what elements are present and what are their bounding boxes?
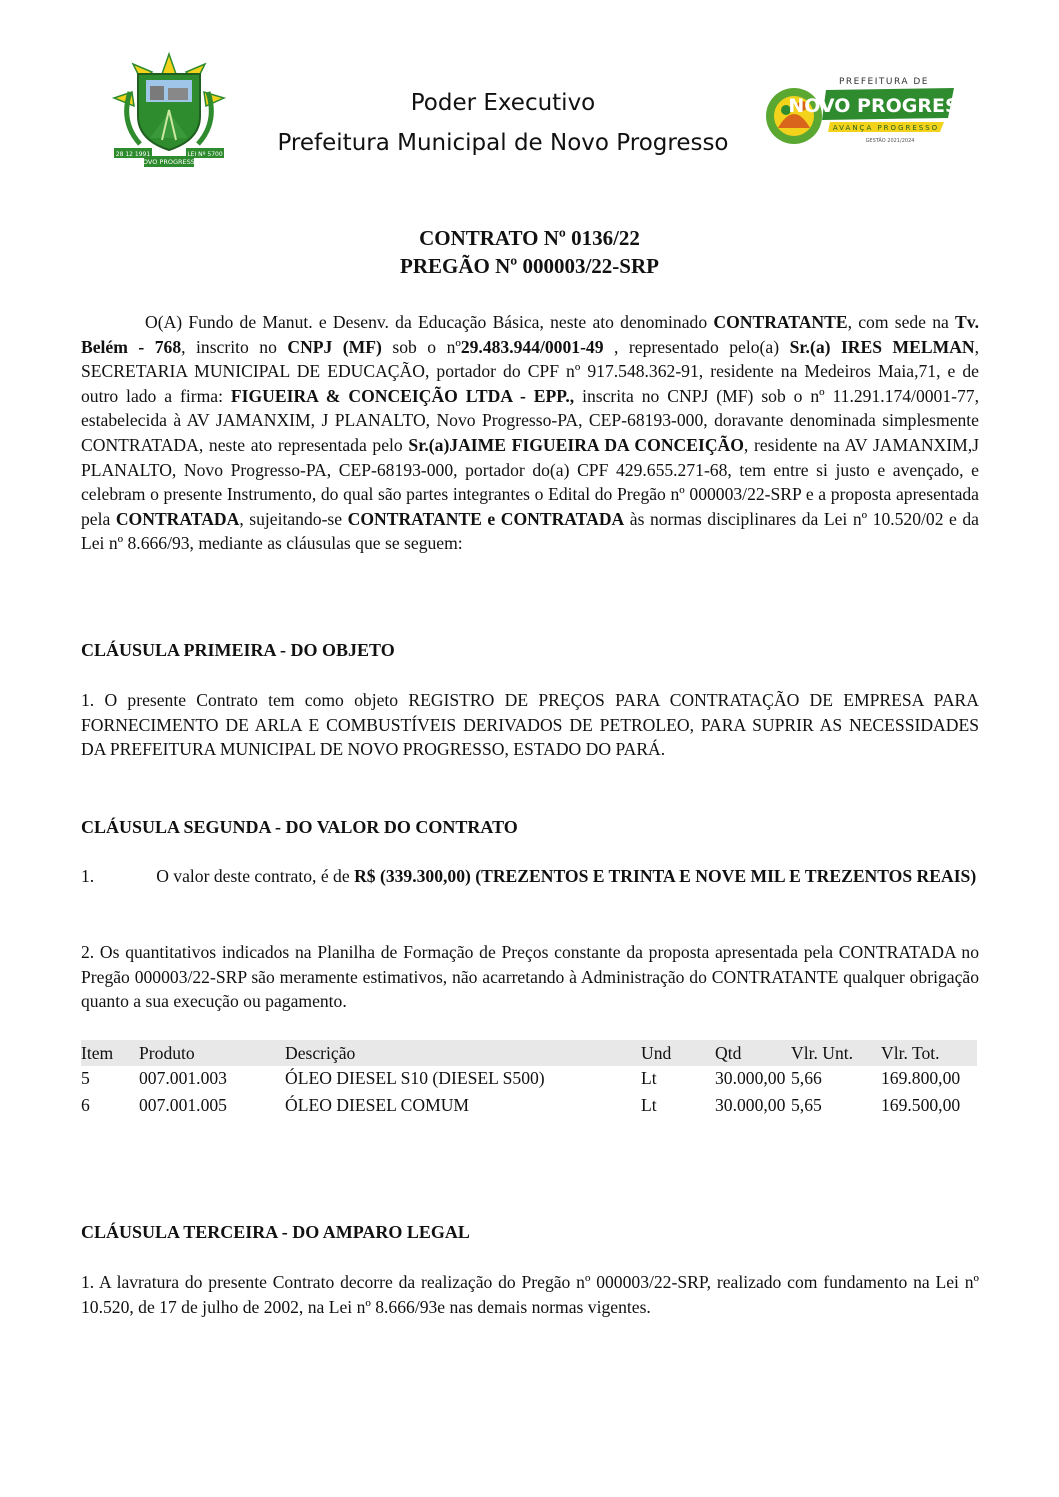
prefeitura-logo-icon	[764, 70, 988, 154]
cell-unit-price: 5,65	[791, 1095, 822, 1115]
cell-unit-price: 5,66	[791, 1068, 822, 1088]
logo-right-small: GESTÃO 2021/2024	[865, 138, 915, 144]
table-row	[81, 1066, 977, 1093]
cell-unit: Lt	[641, 1068, 657, 1088]
intro-paragraph: O(A) Fundo de Manut. e Desenv. da Educação Básica, neste ato denominado CONTRATANTE, com sede na Tv. Belém - 768, inscrito no CNPJ (MF) sob o nº29.483.944/0001-49 , representado pelo(a) Sr.(a) IRES MELMAN, SECRETARIA MUNICIPAL DE EDUCAÇÃO, portador do CPF nº 917.548.362-91, residente na Medeiros Maia,71, e de outro lado a firma: FIGUEIRA & CONCEIÇÃO LTDA - EPP., inscrita no CNPJ (MF) sob o nº 11.291.174/0001-77, estabelecida à AV JAMANXIM, J PLANALTO, Novo Progresso-PA, CEP-68193-000, doravante denominada simplesmente CONTRATADA, neste ato representada pelo Sr.(a)JAIME FIGUEIRA DA CONCEIÇÃO, residente na AV JAMANXIM,J PLANALTO, Novo Progresso-PA, CEP-68193-000, portador do(a) CPF 429.655.271-68, tem entre si justo e avençado, e celebram o presente Instrumento, do qual são partes integrantes o Edital do Pregão nº 000003/22-SRP e a proposta apresentada pela CONTRATADA, sujeitando-se CONTRATANTE e CONTRATADA às normas disciplinares da Lei nº 10.520/02 e da Lei nº 8.666/93, mediante as cláusulas que se seguem:	[81, 312, 980, 554]
col-header-quantity: Qtd	[715, 1040, 791, 1066]
col-header-item: Item	[81, 1040, 139, 1066]
cell-quantity: 30.000,00	[715, 1095, 786, 1115]
header-title: Poder Executivo	[410, 90, 596, 116]
logo-right-main: NOVO PROGRESSO	[788, 95, 988, 117]
col-header-unit: Und	[641, 1040, 715, 1066]
col-header-total: Vlr. Tot.	[881, 1040, 977, 1066]
cell-total: 169.500,00	[881, 1095, 961, 1115]
table-row	[81, 1093, 977, 1120]
clause-3-text: 1. A lavratura do presente Contrato decorre da realização do Pregão nº 000003/22-SRP, realizado com fundamento na Lei nº 10.520, de 17 de julho de 2002, na Lei nº 8.666/93e nas demais normas vigentes.	[81, 1272, 979, 1317]
clause-1-text: 1. O presente Contrato tem como objeto REGISTRO DE PREÇOS PARA CONTRATAÇÃO DE EMPRESA PARA FORNECIMENTO DE ARLA E COMBUSTÍVEIS DERIVADOS DE PETROLEO, PARA SUPRIR AS NECESSIDADES DA PREFEITURA MUNICIPAL DE NOVO PROGRESSO, ESTADO DO PARÁ.	[81, 690, 979, 760]
logo-right-sub: AVANÇA PROGRESSO	[832, 124, 940, 132]
logo-left-name: NOVO PROGRESSO	[138, 158, 200, 166]
items-table	[81, 1040, 977, 1120]
cell-description: ÓLEO DIESEL COMUM	[285, 1095, 470, 1115]
header-subtitle: Prefeitura Municipal de Novo Progresso	[277, 130, 729, 156]
col-header-unit-price: Vlr. Unt.	[791, 1040, 881, 1066]
cell-quantity: 30.000,00	[715, 1068, 786, 1088]
clause-2-quantities: 2. Os quantitativos indicados na Planilha de Formação de Preços constante da proposta apresentada pela CONTRATADA no Pregão 000003/22-SRP são meramente estimativos, não acarretando à Administração do CONTRATANTE qualquer obrigação quanto a sua execução ou pagamento.	[81, 942, 979, 1012]
clause-2-value: 1. O valor deste contrato, é de R$ (339.300,00) (TREZENTOS E TRINTA E NOVE MIL E TREZENTOS REAIS)	[81, 866, 977, 886]
logo-left-date: 28 12 1991	[115, 151, 151, 158]
pregao-number: PREGÃO Nº 000003/22-SRP	[400, 254, 659, 278]
clause-3-heading: CLÁUSULA TERCEIRA - DO AMPARO LEGAL	[81, 1222, 470, 1242]
clause-1-heading: CLÁUSULA PRIMEIRA - DO OBJETO	[81, 640, 395, 660]
cell-product: 007.001.003	[139, 1068, 227, 1088]
cell-unit: Lt	[641, 1095, 657, 1115]
cell-item: 6	[81, 1095, 90, 1115]
col-header-description: Descrição	[285, 1040, 641, 1066]
cell-total: 169.800,00	[881, 1068, 961, 1088]
logo-right-top: PREFEITURA DE	[839, 77, 929, 87]
cell-item: 5	[81, 1068, 90, 1088]
clause-2-heading: CLÁUSULA SEGUNDA - DO VALOR DO CONTRATO	[81, 817, 518, 837]
table-header-row	[81, 1040, 977, 1066]
cell-product: 007.001.005	[139, 1095, 227, 1115]
logo-left-law: LEI Nº 5700	[187, 151, 223, 158]
col-header-product: Produto	[139, 1040, 285, 1066]
contract-number: CONTRATO Nº 0136/22	[419, 226, 640, 250]
cell-description: ÓLEO DIESEL S10 (DIESEL S500)	[285, 1068, 545, 1088]
